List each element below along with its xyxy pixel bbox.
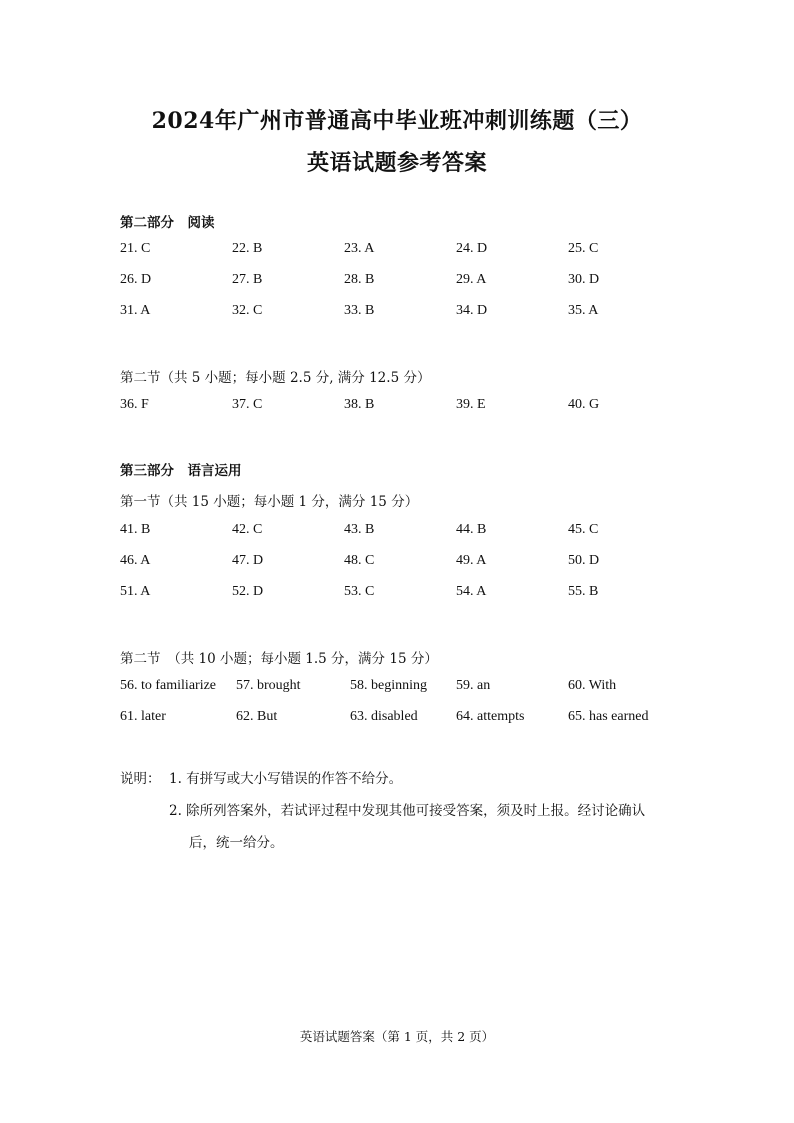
answer-item: 33. B [344, 303, 375, 318]
answer-item: 24. D [456, 241, 488, 256]
answer-row [120, 584, 680, 602]
answer-row [120, 303, 680, 321]
answer-item: 45. C [568, 522, 599, 537]
answer-row [120, 397, 680, 415]
answer-row [120, 522, 680, 540]
answer-item: 56. to familiarize [120, 678, 217, 693]
answer-row [120, 678, 680, 696]
answer-item: 32. C [232, 303, 263, 318]
answer-item: 35. A [568, 303, 599, 318]
answer-item: 38. B [344, 397, 375, 412]
answer-item: 54. A [456, 584, 487, 599]
answer-item: 62. But [236, 709, 278, 724]
answer-row [120, 553, 680, 571]
notes-label: 说明： [120, 771, 161, 787]
answer-item: 36. F [120, 397, 149, 412]
answer-item: 39. E [456, 397, 486, 412]
answer-item: 41. B [120, 522, 151, 537]
document-subtitle: 英语试题参考答案 [306, 150, 487, 176]
answer-row [120, 241, 680, 259]
answer-item: 37. C [232, 397, 263, 412]
answer-item: 48. C [344, 553, 375, 568]
part2-section2-heading: 第二节（共 5 小题；每小题 2.5 分, 满分 12.5 分） [120, 370, 431, 386]
notes-item-2: 2. 除所列答案外，若试评过程中发现其他可接受答案，须及时上报。经讨论确认 [169, 803, 646, 819]
answer-item: 46. A [120, 553, 151, 568]
answer-item: 34. D [456, 303, 488, 318]
answer-item: 28. B [344, 272, 375, 287]
answer-item: 55. B [568, 584, 599, 599]
answer-item: 25. C [568, 241, 599, 256]
answer-item: 50. D [568, 553, 600, 568]
answer-item: 51. A [120, 584, 151, 599]
part2-heading: 第二部分 阅读 [120, 215, 215, 231]
answer-item: 30. D [568, 272, 600, 287]
answer-item: 59. an [456, 678, 491, 693]
notes-item-2-continued: 后，统一给分。 [189, 835, 284, 851]
answer-item: 64. attempts [456, 709, 525, 724]
answer-item: 57. brought [236, 678, 301, 693]
answer-item: 61. later [120, 709, 166, 724]
answer-item: 65. has earned [568, 709, 649, 724]
answer-item: 26. D [120, 272, 152, 287]
page-footer: 英语试题答案（第 1 页，共 2 页） [299, 1029, 495, 1044]
answer-item: 58. beginning [350, 678, 427, 693]
answer-item: 40. G [568, 397, 600, 412]
answer-item: 60. With [568, 678, 617, 693]
answer-item: 21. C [120, 241, 151, 256]
answer-item: 52. D [232, 584, 264, 599]
answer-item: 47. D [232, 553, 264, 568]
answer-row [120, 272, 680, 290]
answer-item: 44. B [456, 522, 487, 537]
part3-section1-heading: 第一节（共 15 小题；每小题 1 分，满分 15 分） [120, 494, 419, 510]
part3-heading: 第三部分 语言运用 [120, 463, 242, 479]
answer-item: 27. B [232, 272, 263, 287]
answer-item: 49. A [456, 553, 487, 568]
document-title: 2024年广州市普通高中毕业班冲刺训练题（三） [151, 108, 643, 134]
answer-item: 43. B [344, 522, 375, 537]
answer-row [120, 709, 680, 727]
answer-item: 42. C [232, 522, 263, 537]
answer-item: 63. disabled [350, 709, 418, 724]
answer-item: 53. C [344, 584, 375, 599]
part3-section2-heading: 第二节 （共 10 小题；每小题 1.5 分，满分 15 分） [120, 651, 438, 667]
answer-item: 22. B [232, 241, 263, 256]
answer-item: 23. A [344, 241, 375, 256]
answer-item: 31. A [120, 303, 151, 318]
answer-item: 29. A [456, 272, 487, 287]
notes-item-1: 1. 有拼写或大小写错误的作答不给分。 [169, 771, 403, 787]
